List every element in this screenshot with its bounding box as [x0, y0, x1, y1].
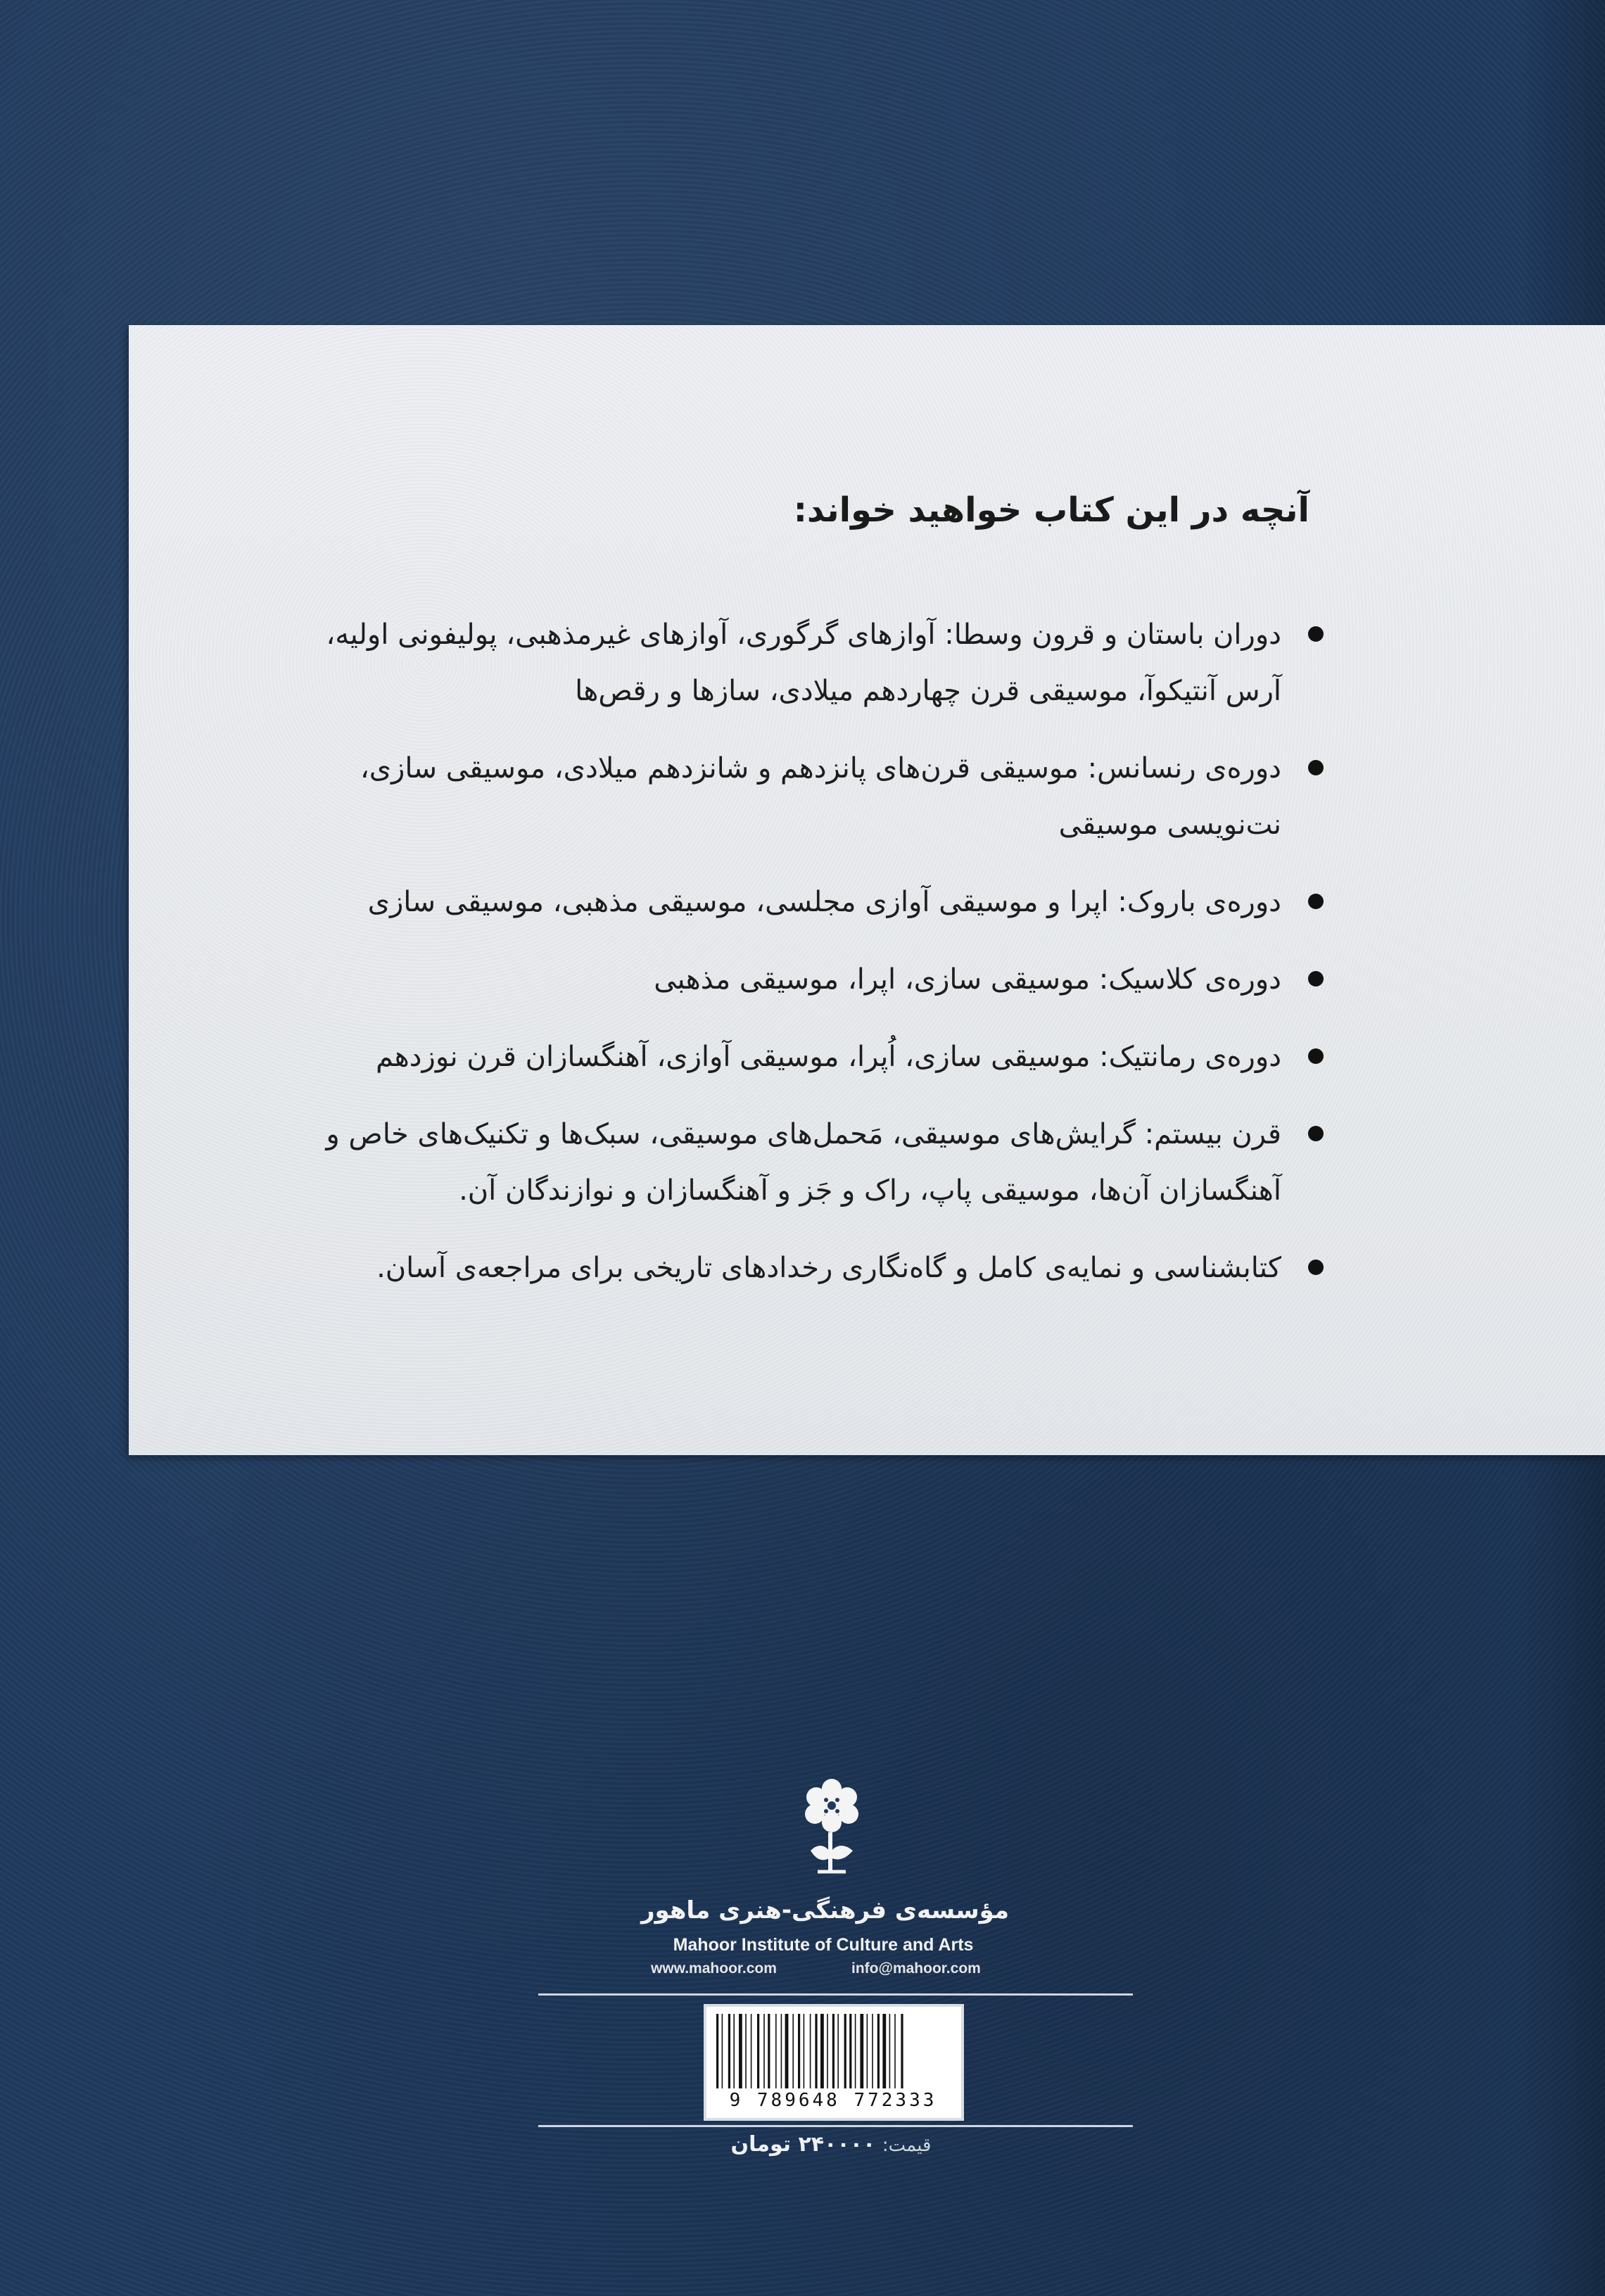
bullet-icon	[1308, 1048, 1324, 1064]
barcode-bar	[810, 2014, 811, 2088]
barcode-bar	[716, 2014, 718, 2088]
barcode-bar	[785, 2014, 789, 2088]
price-amount: ۲۴۰۰۰۰ تومان	[730, 2132, 876, 2157]
mahoor-flower-logo-icon	[789, 1773, 874, 1879]
bullet-icon	[1308, 1126, 1324, 1141]
bullet-icon	[1308, 626, 1324, 642]
barcode-bar	[894, 2014, 896, 2088]
barcode-bar	[820, 2014, 824, 2088]
barcode-bar	[768, 2014, 770, 2088]
isbn-number: 9 789648 772333	[729, 2090, 937, 2111]
list-item	[268, 951, 1324, 1008]
barcode-bar	[722, 2014, 723, 2088]
list-item	[268, 740, 1324, 853]
price-line	[704, 2132, 958, 2157]
list-item-text: قرن بیستم: گرایش‌های موسیقی، مَحمل‌های موسیقی، سبک‌ها و تکنیک‌های خاص و آهنگسازان آن‌ها، موسیقی پاپ، راک و جَز و آهنگسازان و نوازندگان آن.	[326, 1118, 1281, 1207]
publisher-name-fa: مؤسسه‌ی فرهنگی-هنری ماهور	[640, 1896, 1010, 1924]
list-item	[268, 607, 1324, 719]
publisher-website: www.mahoor.com	[651, 1960, 777, 1977]
price-label: قیمت:	[882, 2135, 932, 2156]
barcode-bar	[827, 2014, 828, 2088]
contents-heading: آنچه در این کتاب خواهید خواند:	[793, 490, 1309, 530]
divider-line	[538, 2125, 1133, 2127]
contents-card	[129, 325, 1605, 1455]
barcode-bar	[781, 2014, 782, 2088]
list-item-text: دوره‌ی باروک: اپرا و موسیقی آوازی مجلسی، موسیقی مذهبی، موسیقی سازی	[367, 886, 1281, 918]
list-item-text: دوره‌ی رمانتیک: موسیقی سازی، اُپرا، موسیقی آوازی، آهنگسازان قرن نوزدهم	[375, 1041, 1281, 1073]
list-item	[268, 1106, 1324, 1219]
bullet-icon	[1308, 1260, 1324, 1275]
barcode-bar	[815, 2014, 817, 2088]
barcode-bar	[882, 2014, 886, 2088]
bullet-icon	[1308, 760, 1324, 775]
list-item-text: دوران باستان و قرون وسطا: آوازهای گرگوری، آوازهای غیرمذهبی، پولیفونی اولیه، آرس آنتیکوآ، موسیقی قرن چهاردهم میلادی، سازها و رقص‌ها	[326, 619, 1281, 707]
barcode-bar	[867, 2014, 868, 2088]
list-item	[268, 874, 1324, 930]
list-item	[268, 1029, 1324, 1085]
bullet-icon	[1308, 971, 1324, 987]
divider-line	[538, 1993, 1133, 1996]
barcode-bar	[792, 2014, 794, 2088]
barcode-bar	[844, 2014, 846, 2088]
barcode-bar	[860, 2014, 863, 2088]
barcode-bar	[804, 2014, 805, 2088]
barcode-bar	[877, 2014, 880, 2088]
barcode-bar	[763, 2014, 765, 2088]
barcode-bar	[745, 2014, 747, 2088]
list-item-text: کتابشناسی و نمایه‌ی کامل و گاه‌نگاری رخدادهای تاریخی برای مراجعه‌ی آسان.	[376, 1252, 1281, 1284]
bullet-icon	[1308, 894, 1324, 909]
publisher-name-en: Mahoor Institute of Culture and Arts	[673, 1935, 974, 1955]
barcode-bar	[832, 2014, 835, 2088]
barcode	[704, 2004, 964, 2121]
barcode-bar	[837, 2014, 839, 2088]
publisher-email: info@mahoor.com	[851, 1960, 981, 1977]
barcode-bar	[733, 2014, 735, 2088]
list-item	[268, 1240, 1324, 1296]
list-item-text: دوره‌ی کلاسیک: موسیقی سازی، اپرا، موسیقی مذهبی	[654, 963, 1281, 996]
barcode-bar	[775, 2014, 777, 2088]
barcode-bars	[715, 2014, 953, 2088]
contents-list	[268, 607, 1324, 1317]
barcode-bar	[798, 2014, 800, 2088]
barcode-bar	[728, 2014, 730, 2088]
barcode-bar	[849, 2014, 851, 2088]
list-item-text: دوره‌ی رنسانس: موسیقی قرن‌های پانزدهم و شانزدهم میلادی، موسیقی سازی، نت‌نویسی موسیقی	[360, 752, 1281, 841]
barcode-bar	[739, 2014, 742, 2088]
barcode-bar	[757, 2014, 759, 2088]
barcode-bar	[901, 2014, 903, 2088]
barcode-bar	[889, 2014, 891, 2088]
barcode-bar	[751, 2014, 752, 2088]
barcode-bar	[855, 2014, 856, 2088]
barcode-bar	[872, 2014, 873, 2088]
